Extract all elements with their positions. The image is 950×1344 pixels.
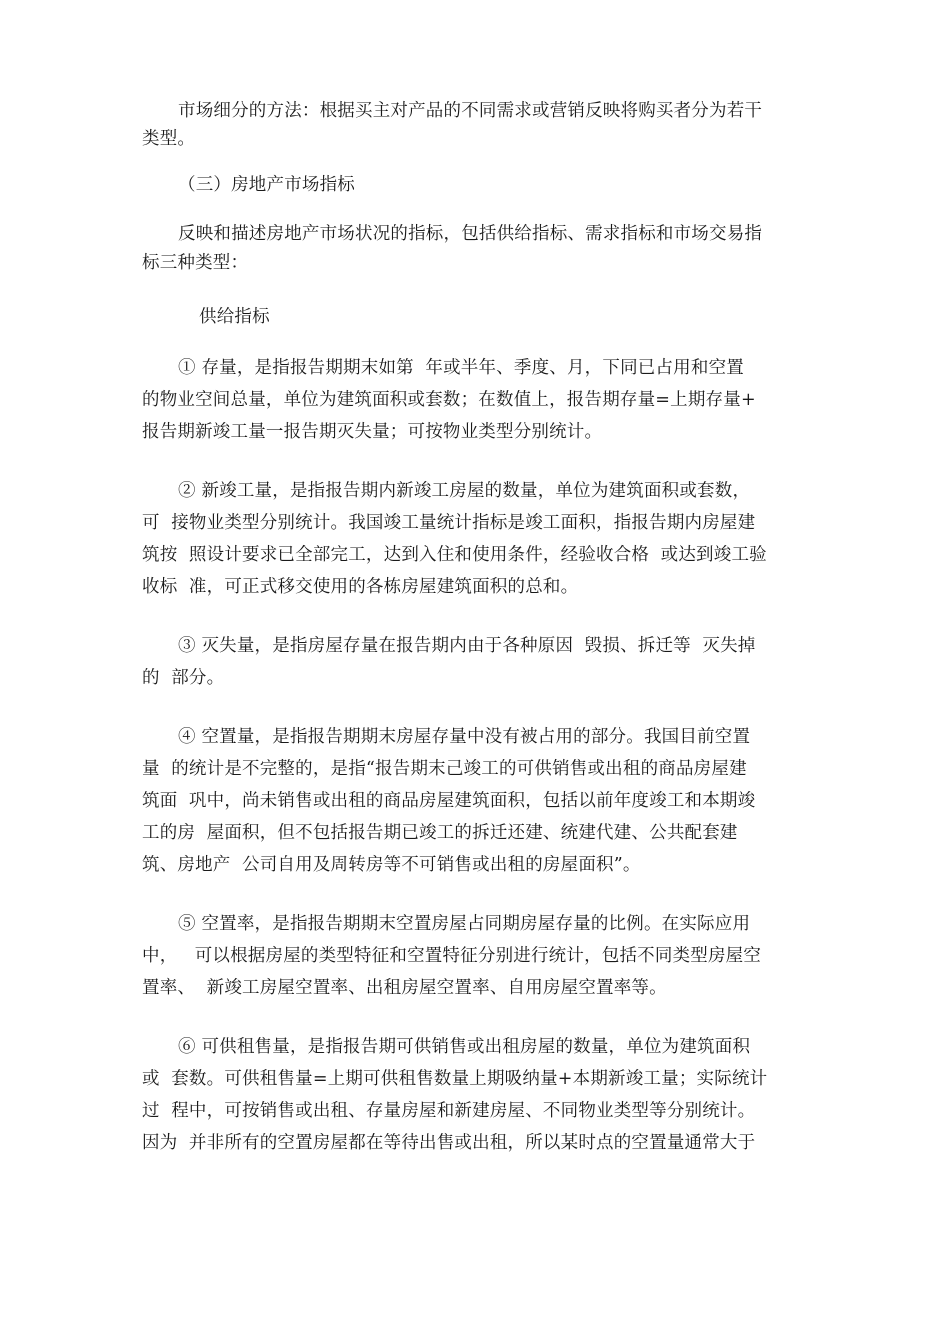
paragraph-line: 的 部分。 [142, 668, 225, 688]
paragraph-line: 工的房 屋面积，但不包括报告期已竣工的拆迁还建、统建代建、公共配套建 [142, 823, 738, 843]
paragraph-line: 收标 准，可正式移交使用的各栋房屋建筑面积的总和。 [142, 577, 579, 597]
paragraph-line: ⑤ 空置率，是指报告期期末空置房屋占同期房屋存量的比例。在实际应用 [178, 914, 751, 934]
paragraph-line: ② 新竣工量，是指报告期内新竣工房屋的数量，单位为建筑面积或套数， [178, 481, 751, 501]
paragraph-line: 报告期新竣工量一报告期灭失量；可按物业类型分别统计。 [142, 422, 603, 442]
paragraph-line: 的物业空间总量，单位为建筑面积或套数；在数值上，报告期存量=上期存量+ [142, 390, 756, 410]
paragraph-line: ⑥ 可供租售量，是指报告期可供销售或出租房屋的数量，单位为建筑面积 [178, 1037, 751, 1057]
paragraph-line: 标三种类型： [142, 253, 249, 273]
paragraph-line: 市场细分的方法：根据买主对产品的不同需求或营销反映将购买者分为若干 [178, 101, 763, 121]
paragraph-line: 可 接物业类型分别统计。我国竣工量统计指标是竣工面积，指报告期内房屋建 [142, 513, 756, 533]
paragraph-line: 筑按 照设计要求已全部完工，达到入住和使用条件，经验收合格 或达到竣工验 [142, 545, 767, 565]
paragraph-line: 筑、房地产 公司自用及周转房等不可销售或出租的房屋面积”。 [142, 855, 641, 875]
paragraph-line: 因为 并非所有的空置房屋都在等待出售或出租，所以某时点的空置量通常大于 [142, 1133, 756, 1153]
paragraph-line: 中， 可以根据房屋的类型特征和空置特征分别进行统计，包括不同类型房屋空 [142, 946, 762, 966]
paragraph-line: ③ 灭失量，是指房屋存量在报告期内由于各种原因 毁损、拆迁等 灭失掉 [178, 636, 756, 656]
paragraph-line: 过 程中，可按销售或出租、存量房屋和新建房屋、不同物业类型等分别统计。 [142, 1101, 756, 1121]
subsection-heading: 供给指标 [199, 307, 270, 327]
paragraph-line: ④ 空置量，是指报告期期末房屋存量中没有被占用的部分。我国目前空置 [178, 727, 751, 747]
section-heading: （三）房地产市场指标 [178, 175, 355, 195]
paragraph-line: 量 的统计是不完整的，是指“报告期末己竣工的可供销售或出租的商品房屋建 [142, 759, 747, 779]
paragraph-line: 反映和描述房地产市场状况的指标，包括供给指标、需求指标和市场交易指 [178, 224, 763, 244]
paragraph-line: 或 套数。可供租售量=上期可供租售数量上期吸纳量+本期新竣工量；实际统计 [142, 1069, 768, 1089]
paragraph-line: 类型。 [142, 129, 196, 149]
paragraph-line: ① 存量，是指报告期期末如第 年或半年、季度、月，下同已占用和空置 [178, 358, 744, 378]
paragraph-line: 置率、 新竣工房屋空置率、出租房屋空置率、自用房屋空置率等。 [142, 978, 667, 998]
paragraph-line: 筑面 巩中，尚未销售或出租的商品房屋建筑面积，包括以前年度竣工和本期竣 [142, 791, 756, 811]
